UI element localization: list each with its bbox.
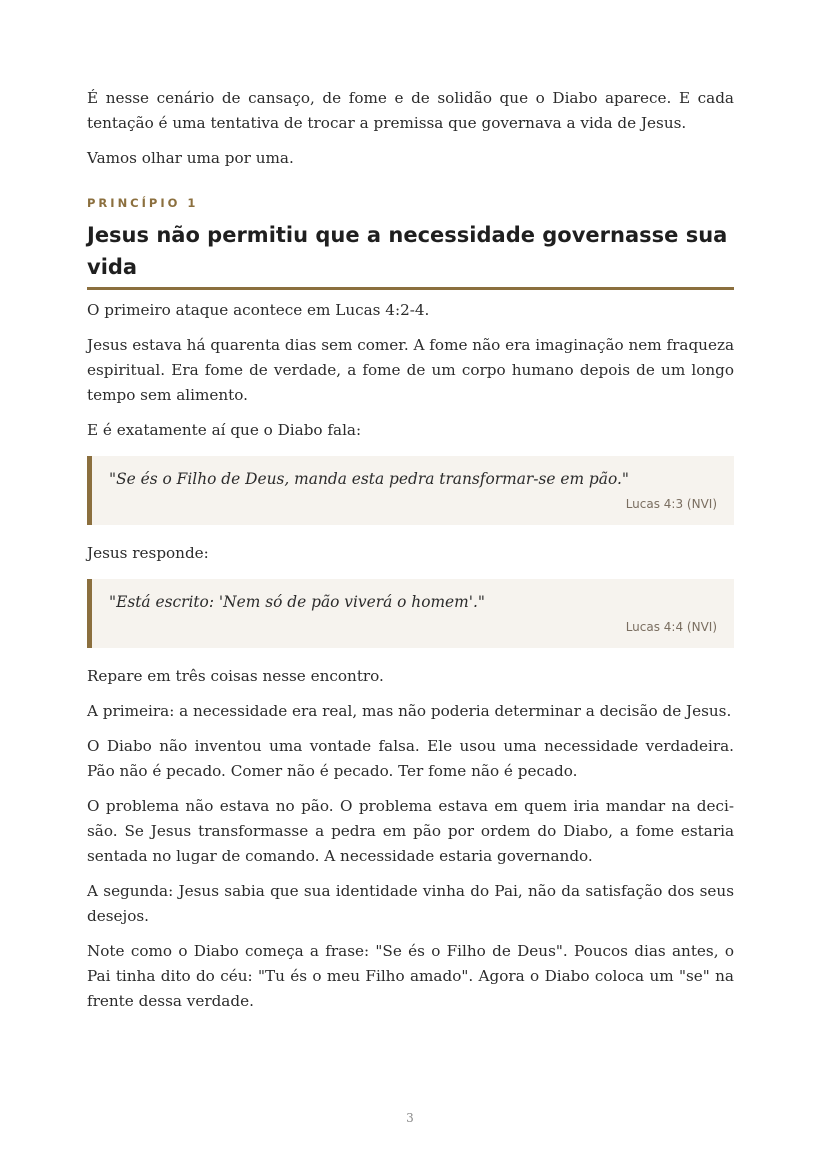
intro-paragraph: Vamos olhar uma por uma. [87,149,294,167]
body-paragraph: E é exatamente aí que o Diabo fala: [87,421,362,439]
page-number: 3 [406,1111,414,1125]
scripture-quote [87,579,734,648]
body-paragraph: O primeiro ataque acontece em Lucas 4:2-4. [87,301,430,319]
scripture-quote [87,456,734,525]
section-kicker: PRINCÍPIO 1 [87,196,199,210]
body-paragraph: A primeira: a necessidade era real, mas não poderia determinar a decisão de Jesus. [87,702,732,720]
quote-text: "Está escrito: 'Nem só de pão viverá o homem'." [109,593,485,611]
body-paragraph: Jesus estava há quarenta dias sem comer. A fome não era imaginação nem fraqueza espiritual. Era fome de verdade, a fome de um corpo humano depois de um longo tempo sem alimento. [87,336,734,404]
body-paragraph: Jesus responde: [87,544,209,562]
quote-reference: Lucas 4:4 (NVI) [625,620,717,634]
body-paragraph: Note como o Diabo começa a frase: "Se és o Filho de Deus". Poucos dias antes, o Pai tinha dito do céu: "Tu és o meu Filho amado". Agora o Diabo coloca um "se" na frente dessa verdade. [87,942,734,1010]
quote-reference: Lucas 4:3 (NVI) [625,497,717,511]
intro-paragraph: É nesse cenário de cansaço, de fome e de solidão que o Diabo aparece. E cada tentação é uma tentativa de trocar a premissa que governava a vida de Jesus. [87,89,734,132]
body-paragraph: O Diabo não inventou uma vontade falsa. Ele usou uma necessidade verdadeira. Pão não é pecado. Comer não é pecado. Ter fome não é pecado. [87,737,734,780]
body-paragraph: A segunda: Jesus sabia que sua identidade vinha do Pai, não da satisfação dos seus desejos. [87,882,734,925]
body-paragraph: O problema não estava no pão. O problema estava em quem iria mandar na decisão. Se Jesus transformasse a pedra em pão por ordem do Diabo, a fome estaria sentada no lugar de comando. A necessidade estaria governando. [87,797,734,865]
section-heading: Jesus não permitiu que a necessidade governasse sua vida [87,219,734,290]
body-paragraph: Repare em três coisas nesse encontro. [87,667,384,685]
quote-text: "Se és o Filho de Deus, manda esta pedra transformar-se em pão." [109,470,629,488]
page-content [87,86,734,1024]
